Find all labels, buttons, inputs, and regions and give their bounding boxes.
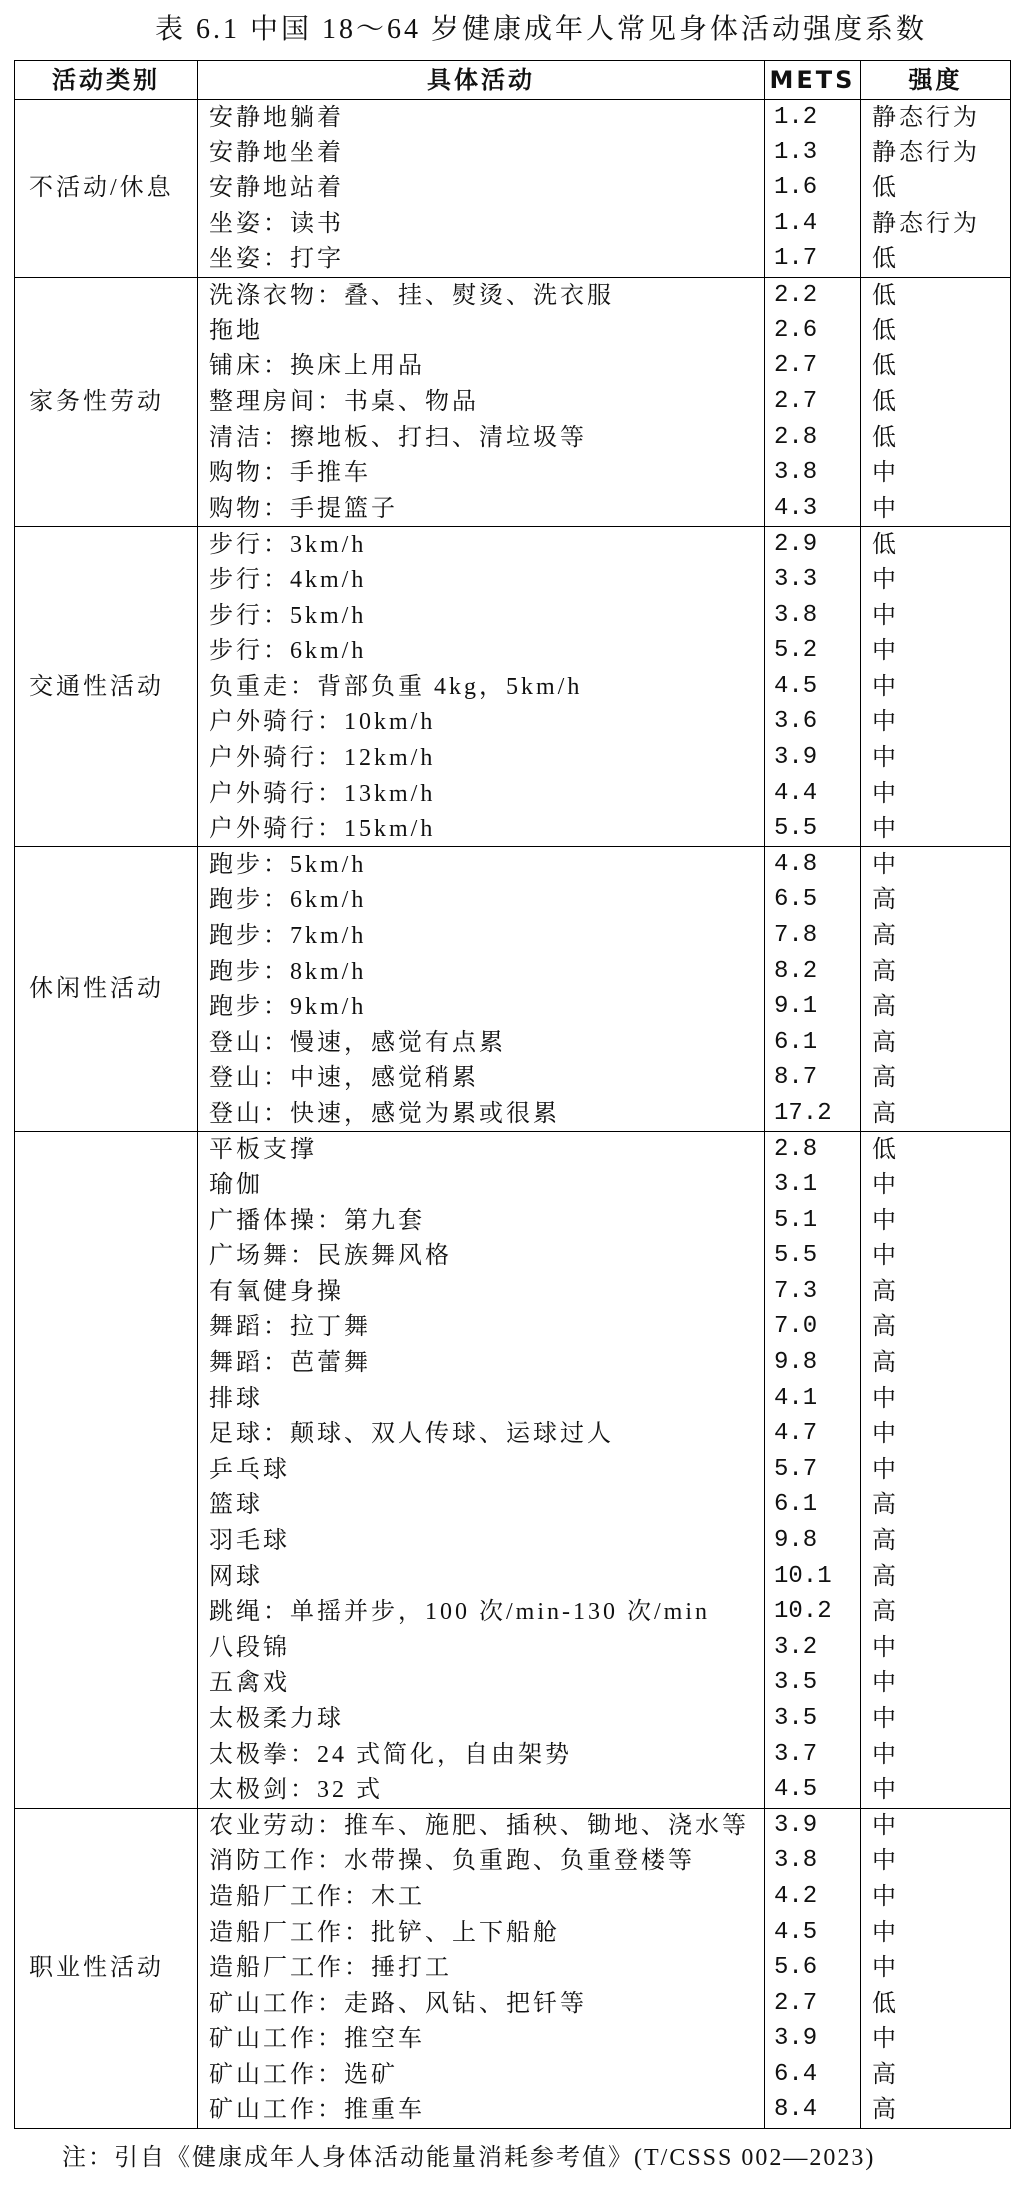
activity-cell: 网球: [198, 1559, 765, 1595]
mets-cell: 3.9: [765, 740, 861, 776]
activity-cell: 跑步：5km/h: [198, 847, 765, 883]
mets-cell: 2.7: [765, 1986, 861, 2022]
activity-cell: 购物：手提篮子: [198, 491, 765, 527]
mets-cell: 1.3: [765, 135, 861, 171]
intensity-cell: 低: [861, 384, 1011, 420]
intensity-cell: 高: [861, 954, 1011, 990]
mets-cell: 2.8: [765, 420, 861, 456]
intensity-cell: 中: [861, 598, 1011, 634]
intensity-cell: 高: [861, 883, 1011, 919]
intensity-cell: 高: [861, 1061, 1011, 1097]
activity-cell: 户外骑行：10km/h: [198, 705, 765, 741]
activity-cell: 矿山工作：选矿: [198, 2057, 765, 2093]
mets-cell: 7.3: [765, 1274, 861, 1310]
mets-cell: 5.1: [765, 1203, 861, 1239]
mets-cell: 5.5: [765, 1239, 861, 1275]
mets-cell: 3.8: [765, 1844, 861, 1880]
table-title: 表 6.1 中国 18～64 岁健康成年人常见身体活动强度系数: [154, 14, 927, 45]
intensity-cell: 中: [861, 1844, 1011, 1880]
activity-cell: 整理房间：书桌、物品: [198, 384, 765, 420]
activity-cell: 五禽戏: [198, 1666, 765, 1702]
activity-cell: 跑步：8km/h: [198, 954, 765, 990]
activity-cell: 户外骑行：13km/h: [198, 776, 765, 812]
mets-cell: 5.5: [765, 811, 861, 847]
activity-cell: 登山：慢速，感觉有点累: [198, 1025, 765, 1061]
mets-cell: 3.7: [765, 1737, 861, 1773]
mets-cell: 10.2: [765, 1594, 861, 1630]
intensity-cell: 中: [861, 1381, 1011, 1417]
intensity-cell: 低: [861, 313, 1011, 349]
activity-cell: 步行：4km/h: [198, 562, 765, 598]
intensity-cell: 高: [861, 1488, 1011, 1524]
intensity-cell: 高: [861, 1523, 1011, 1559]
intensity-cell: 中: [861, 1772, 1011, 1808]
group-housework: [15, 277, 1011, 526]
mets-cell: 4.5: [765, 1915, 861, 1951]
mets-cell: 3.5: [765, 1666, 861, 1702]
activity-cell: 广场舞：民族舞风格: [198, 1239, 765, 1275]
group-transport: [15, 527, 1011, 847]
activity-cell: 拖地: [198, 313, 765, 349]
activity-cell: 步行：3km/h: [198, 527, 765, 563]
mets-cell: 4.1: [765, 1381, 861, 1417]
activity-cell: 坐姿：打字: [198, 242, 765, 278]
mets-cell: 6.1: [765, 1488, 861, 1524]
intensity-cell: 中: [861, 1203, 1011, 1239]
intensity-cell: 高: [861, 2057, 1011, 2093]
activity-cell: 羽毛球: [198, 1523, 765, 1559]
activity-cell: 矿山工作：走路、风钻、把钎等: [198, 1986, 765, 2022]
activity-cell: 广播体操：第九套: [198, 1203, 765, 1239]
activity-cell: 太极拳：24 式简化，自由架势: [198, 1737, 765, 1773]
intensity-cell: 中: [861, 1915, 1011, 1951]
activity-cell: 跑步：6km/h: [198, 883, 765, 919]
activity-cell: 户外骑行：15km/h: [198, 811, 765, 847]
activity-cell: 排球: [198, 1381, 765, 1417]
activity-cell: 登山：快速，感觉为累或很累: [198, 1096, 765, 1132]
intensity-cell: 中: [861, 669, 1011, 705]
activity-cell: 矿山工作：推重车: [198, 2093, 765, 2129]
mets-cell: 3.5: [765, 1701, 861, 1737]
category-cell: 家务性劳动: [15, 277, 198, 526]
intensity-cell: 中: [861, 455, 1011, 491]
activity-cell: 太极剑：32 式: [198, 1772, 765, 1808]
intensity-cell: 中: [861, 1666, 1011, 1702]
activity-cell: 清洁：擦地板、打扫、清垃圾等: [198, 420, 765, 456]
table-row: [15, 1132, 1011, 1168]
intensity-cell: 中: [861, 1416, 1011, 1452]
intensity-cell: 中: [861, 847, 1011, 883]
mets-cell: 1.6: [765, 171, 861, 207]
activity-cell: 矿山工作：推空车: [198, 2022, 765, 2058]
category-cell: [15, 1132, 198, 1808]
mets-cell: 5.2: [765, 633, 861, 669]
intensity-cell: 中: [861, 1950, 1011, 1986]
activity-cell: 八段锦: [198, 1630, 765, 1666]
mets-cell: 3.3: [765, 562, 861, 598]
mets-cell: 2.6: [765, 313, 861, 349]
header-activity: 具体活动: [198, 61, 765, 100]
mets-cell: 4.2: [765, 1879, 861, 1915]
mets-cell: 3.6: [765, 705, 861, 741]
intensity-cell: 高: [861, 1594, 1011, 1630]
intensity-cell: 静态行为: [861, 100, 1011, 136]
activity-cell: 户外骑行：12km/h: [198, 740, 765, 776]
mets-cell: 1.4: [765, 206, 861, 242]
activity-intensity-table: [14, 60, 1011, 2129]
mets-cell: 4.5: [765, 1772, 861, 1808]
activity-cell: 足球：颠球、双人传球、运球过人: [198, 1416, 765, 1452]
intensity-cell: 中: [861, 811, 1011, 847]
activity-cell: 平板支撑: [198, 1132, 765, 1168]
table-row: [15, 847, 1011, 883]
mets-cell: 3.9: [765, 1808, 861, 1844]
activity-cell: 乒乓球: [198, 1452, 765, 1488]
header-row: [15, 61, 1011, 100]
intensity-cell: 高: [861, 1274, 1011, 1310]
mets-cell: 2.8: [765, 1132, 861, 1168]
mets-cell: 4.8: [765, 847, 861, 883]
intensity-cell: 中: [861, 1239, 1011, 1275]
activity-cell: 舞蹈：芭蕾舞: [198, 1345, 765, 1381]
intensity-cell: 高: [861, 918, 1011, 954]
intensity-cell: 中: [861, 1701, 1011, 1737]
intensity-cell: 静态行为: [861, 206, 1011, 242]
intensity-cell: 中: [861, 705, 1011, 741]
mets-cell: 6.4: [765, 2057, 861, 2093]
intensity-cell: 高: [861, 989, 1011, 1025]
header-category: 活动类别: [15, 61, 198, 100]
activity-cell: 铺床：换床上用品: [198, 349, 765, 385]
group-exercise-sports: [15, 1132, 1011, 1808]
table-footnote: 注：引自《健康成年人身体活动能量消耗参考值》(T/CSSS 002—2023): [62, 2145, 876, 2171]
intensity-cell: 高: [861, 1310, 1011, 1346]
activity-cell: 步行：5km/h: [198, 598, 765, 634]
activity-cell: 安静地坐着: [198, 135, 765, 171]
mets-cell: 1.2: [765, 100, 861, 136]
intensity-cell: 中: [861, 2022, 1011, 2058]
intensity-cell: 中: [861, 562, 1011, 598]
mets-cell: 8.2: [765, 954, 861, 990]
mets-cell: 3.2: [765, 1630, 861, 1666]
intensity-cell: 高: [861, 1559, 1011, 1595]
activity-cell: 步行：6km/h: [198, 633, 765, 669]
activity-cell: 负重走：背部负重 4kg，5km/h: [198, 669, 765, 705]
activity-cell: 瑜伽: [198, 1167, 765, 1203]
table-row: [15, 100, 1011, 136]
mets-cell: 6.5: [765, 883, 861, 919]
mets-cell: 8.7: [765, 1061, 861, 1097]
category-cell: 交通性活动: [15, 527, 198, 847]
mets-cell: 4.5: [765, 669, 861, 705]
header-mets: METS: [765, 61, 861, 100]
mets-cell: 5.7: [765, 1452, 861, 1488]
intensity-cell: 低: [861, 1132, 1011, 1168]
intensity-cell: 中: [861, 491, 1011, 527]
header-intensity: 强度: [861, 61, 1011, 100]
intensity-cell: 中: [861, 1167, 1011, 1203]
group-occupational: [15, 1808, 1011, 2128]
group-leisure: [15, 847, 1011, 1132]
mets-cell: 2.9: [765, 527, 861, 563]
table-row: [15, 527, 1011, 563]
intensity-cell: 高: [861, 1345, 1011, 1381]
mets-cell: 3.8: [765, 455, 861, 491]
activity-cell: 舞蹈：拉丁舞: [198, 1310, 765, 1346]
intensity-cell: 静态行为: [861, 135, 1011, 171]
intensity-cell: 低: [861, 171, 1011, 207]
activity-cell: 跑步：9km/h: [198, 989, 765, 1025]
intensity-cell: 低: [861, 277, 1011, 313]
category-cell: 休闲性活动: [15, 847, 198, 1132]
activity-cell: 消防工作：水带操、负重跑、负重登楼等: [198, 1844, 765, 1880]
mets-cell: 3.8: [765, 598, 861, 634]
intensity-cell: 中: [861, 1879, 1011, 1915]
intensity-cell: 低: [861, 1986, 1011, 2022]
intensity-cell: 高: [861, 1096, 1011, 1132]
mets-cell: 5.6: [765, 1950, 861, 1986]
activity-cell: 安静地躺着: [198, 100, 765, 136]
mets-cell: 17.2: [765, 1096, 861, 1132]
mets-cell: 3.1: [765, 1167, 861, 1203]
activity-cell: 有氧健身操: [198, 1274, 765, 1310]
intensity-cell: 中: [861, 1630, 1011, 1666]
mets-cell: 4.7: [765, 1416, 861, 1452]
activity-cell: 造船厂工作：木工: [198, 1879, 765, 1915]
mets-cell: 6.1: [765, 1025, 861, 1061]
mets-cell: 8.4: [765, 2093, 861, 2129]
intensity-cell: 低: [861, 527, 1011, 563]
intensity-cell: 低: [861, 349, 1011, 385]
mets-cell: 1.7: [765, 242, 861, 278]
intensity-cell: 中: [861, 1808, 1011, 1844]
intensity-cell: 中: [861, 1452, 1011, 1488]
mets-cell: 2.2: [765, 277, 861, 313]
intensity-cell: 低: [861, 242, 1011, 278]
activity-cell: 登山：中速，感觉稍累: [198, 1061, 765, 1097]
mets-cell: 9.8: [765, 1523, 861, 1559]
mets-cell: 9.8: [765, 1345, 861, 1381]
intensity-cell: 中: [861, 1737, 1011, 1773]
mets-cell: 4.4: [765, 776, 861, 812]
activity-cell: 洗涤衣物：叠、挂、熨烫、洗衣服: [198, 277, 765, 313]
activity-cell: 篮球: [198, 1488, 765, 1524]
category-cell: 职业性活动: [15, 1808, 198, 2128]
activity-cell: 农业劳动：推车、施肥、插秧、锄地、浇水等: [198, 1808, 765, 1844]
mets-cell: 4.3: [765, 491, 861, 527]
mets-cell: 3.9: [765, 2022, 861, 2058]
activity-cell: 造船厂工作：批铲、上下船舱: [198, 1915, 765, 1951]
intensity-cell: 中: [861, 633, 1011, 669]
group-inactive-rest: [15, 100, 1011, 278]
intensity-cell: 低: [861, 420, 1011, 456]
activity-cell: 购物：手推车: [198, 455, 765, 491]
activity-cell: 安静地站着: [198, 171, 765, 207]
intensity-cell: 高: [861, 2093, 1011, 2129]
mets-cell: 7.0: [765, 1310, 861, 1346]
activity-cell: 坐姿：读书: [198, 206, 765, 242]
category-cell: 不活动/休息: [15, 100, 198, 278]
table-row: [15, 277, 1011, 313]
table-row: [15, 1808, 1011, 1844]
intensity-cell: 中: [861, 776, 1011, 812]
mets-cell: 9.1: [765, 989, 861, 1025]
table-header: [15, 61, 1011, 100]
intensity-cell: 中: [861, 740, 1011, 776]
activity-cell: 跳绳：单摇并步，100 次/min-130 次/min: [198, 1594, 765, 1630]
mets-cell: 2.7: [765, 384, 861, 420]
mets-cell: 10.1: [765, 1559, 861, 1595]
activity-cell: 造船厂工作：捶打工: [198, 1950, 765, 1986]
mets-cell: 2.7: [765, 349, 861, 385]
activity-cell: 跑步：7km/h: [198, 918, 765, 954]
activity-cell: 太极柔力球: [198, 1701, 765, 1737]
mets-cell: 7.8: [765, 918, 861, 954]
intensity-cell: 高: [861, 1025, 1011, 1061]
